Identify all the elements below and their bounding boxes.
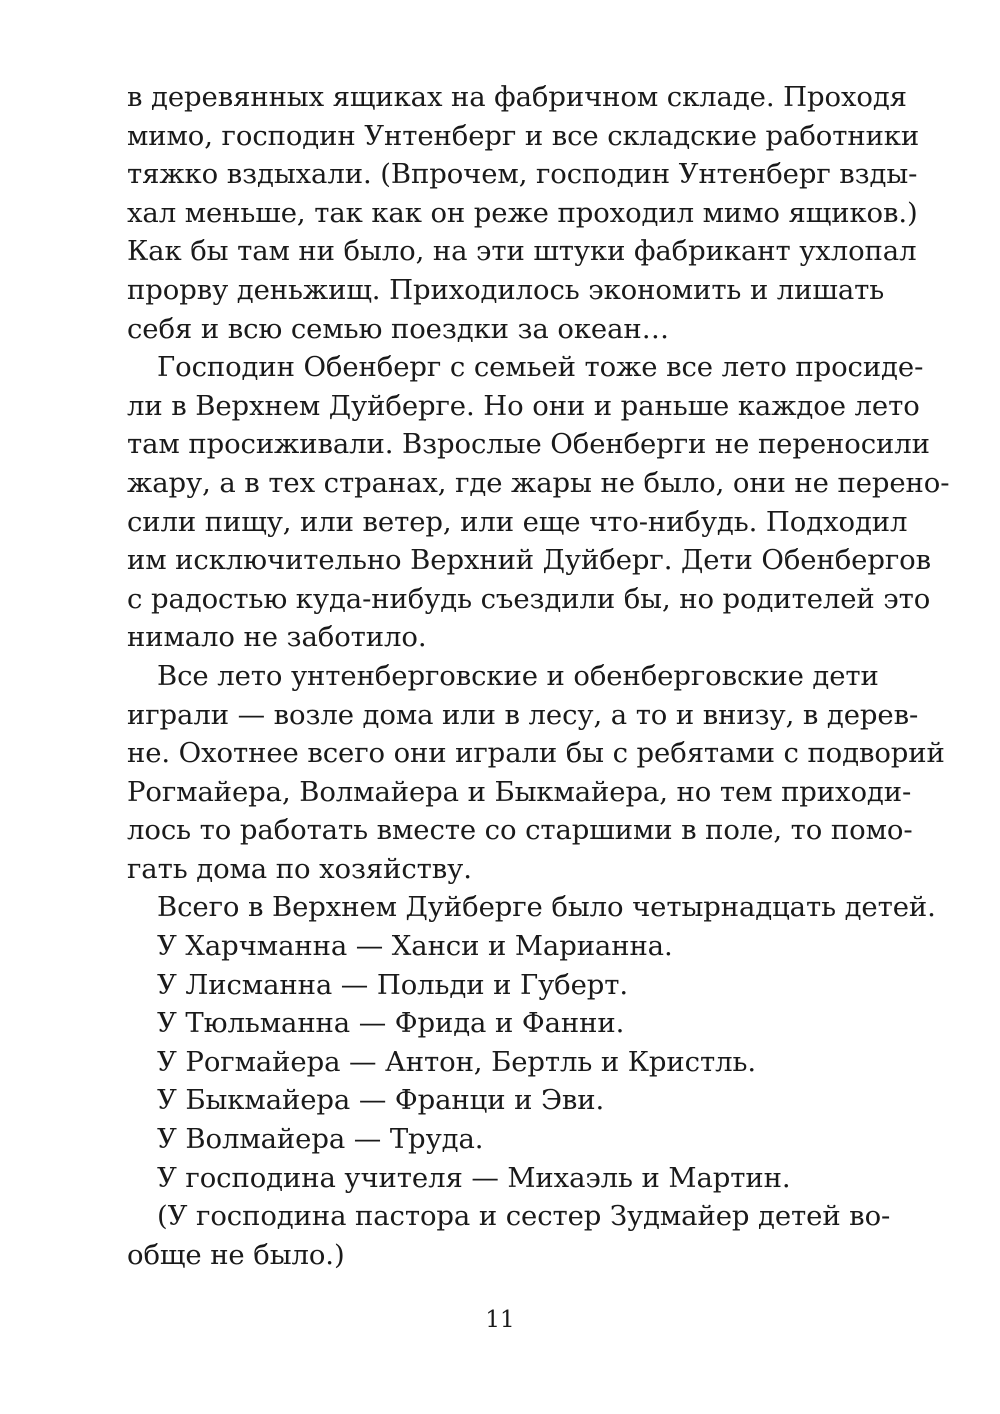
text-line: в деревянных ящиках на фабричном складе. Проходя	[127, 81, 907, 113]
body-text	[127, 78, 950, 1274]
text-line: хал меньше, так как он реже проходил мимо ящиков.)	[127, 196, 918, 229]
page-number: 11	[485, 1307, 515, 1333]
list-line: У Волмайера — Труда.	[157, 1123, 484, 1156]
list-line: У Лисманна — Польди и Губерт.	[157, 968, 629, 1001]
text-line: мимо, господин Унтенберг и все складские работники	[127, 119, 920, 152]
list-line: У Рогмайера — Антон, Бертль и Кристль.	[157, 1045, 756, 1078]
text-line: обще не было.)	[127, 1238, 345, 1271]
text-line: тяжко вздыхали. (Впрочем, господин Унтенберг взды-	[127, 158, 918, 191]
text-line: Рогмайера, Волмайера и Быкмайера, но тем приходи-	[127, 775, 912, 808]
list-line: У господина учителя — Михаэль и Мартин.	[157, 1161, 791, 1194]
text-line: нимало не заботило.	[127, 621, 427, 654]
text-line: (У господина пастора и сестер Зудмайер детей во-	[157, 1200, 891, 1233]
text-line: играли — возле дома или в лесу, а то и внизу, в дерев-	[127, 698, 919, 731]
text-line: им исключительно Верхний Дуйберг. Дети Обенбергов	[127, 544, 931, 577]
text-line: Как бы там ни было, на эти штуки фабрикант ухлопал	[127, 235, 917, 268]
text-line: там просиживали. Взрослые Обенберги не переносили	[127, 428, 930, 461]
text-line: Все лето унтенберговские и обенберговские дети	[157, 659, 879, 692]
text-line: жару, а в тех странах, где жары не было, они не перено-	[127, 466, 950, 499]
text-line: гать дома по хозяйству.	[127, 852, 472, 885]
list-line: У Харчманна — Ханси и Марианна.	[157, 930, 673, 963]
text-line: себя и всю семью поездки за океан…	[127, 312, 670, 345]
text-line: лось то работать вместе со старшими в поле, то помо-	[127, 814, 913, 847]
text-line: не. Охотнее всего они играли бы с ребятами с подворий	[127, 737, 945, 770]
list-line: У Тюльманна — Фрида и Фанни.	[157, 1007, 625, 1040]
text-line: сили пищу, или ветер, или еще что-нибудь. Подходил	[127, 505, 908, 538]
text-line: Всего в Верхнем Дуйберге было четырнадцать детей.	[157, 891, 936, 924]
list-line: У Быкмайера — Франци и Эви.	[157, 1084, 605, 1117]
text-line: Господин Обенберг с семьей тоже все лето просиде-	[157, 351, 924, 384]
text-line: прорву деньжищ. Приходилось экономить и лишать	[127, 273, 885, 306]
text-line: с радостью куда-нибудь съездили бы, но родителей это	[127, 582, 931, 615]
text-line: ли в Верхнем Дуйберге. Но они и раньше каждое лето	[127, 389, 920, 422]
